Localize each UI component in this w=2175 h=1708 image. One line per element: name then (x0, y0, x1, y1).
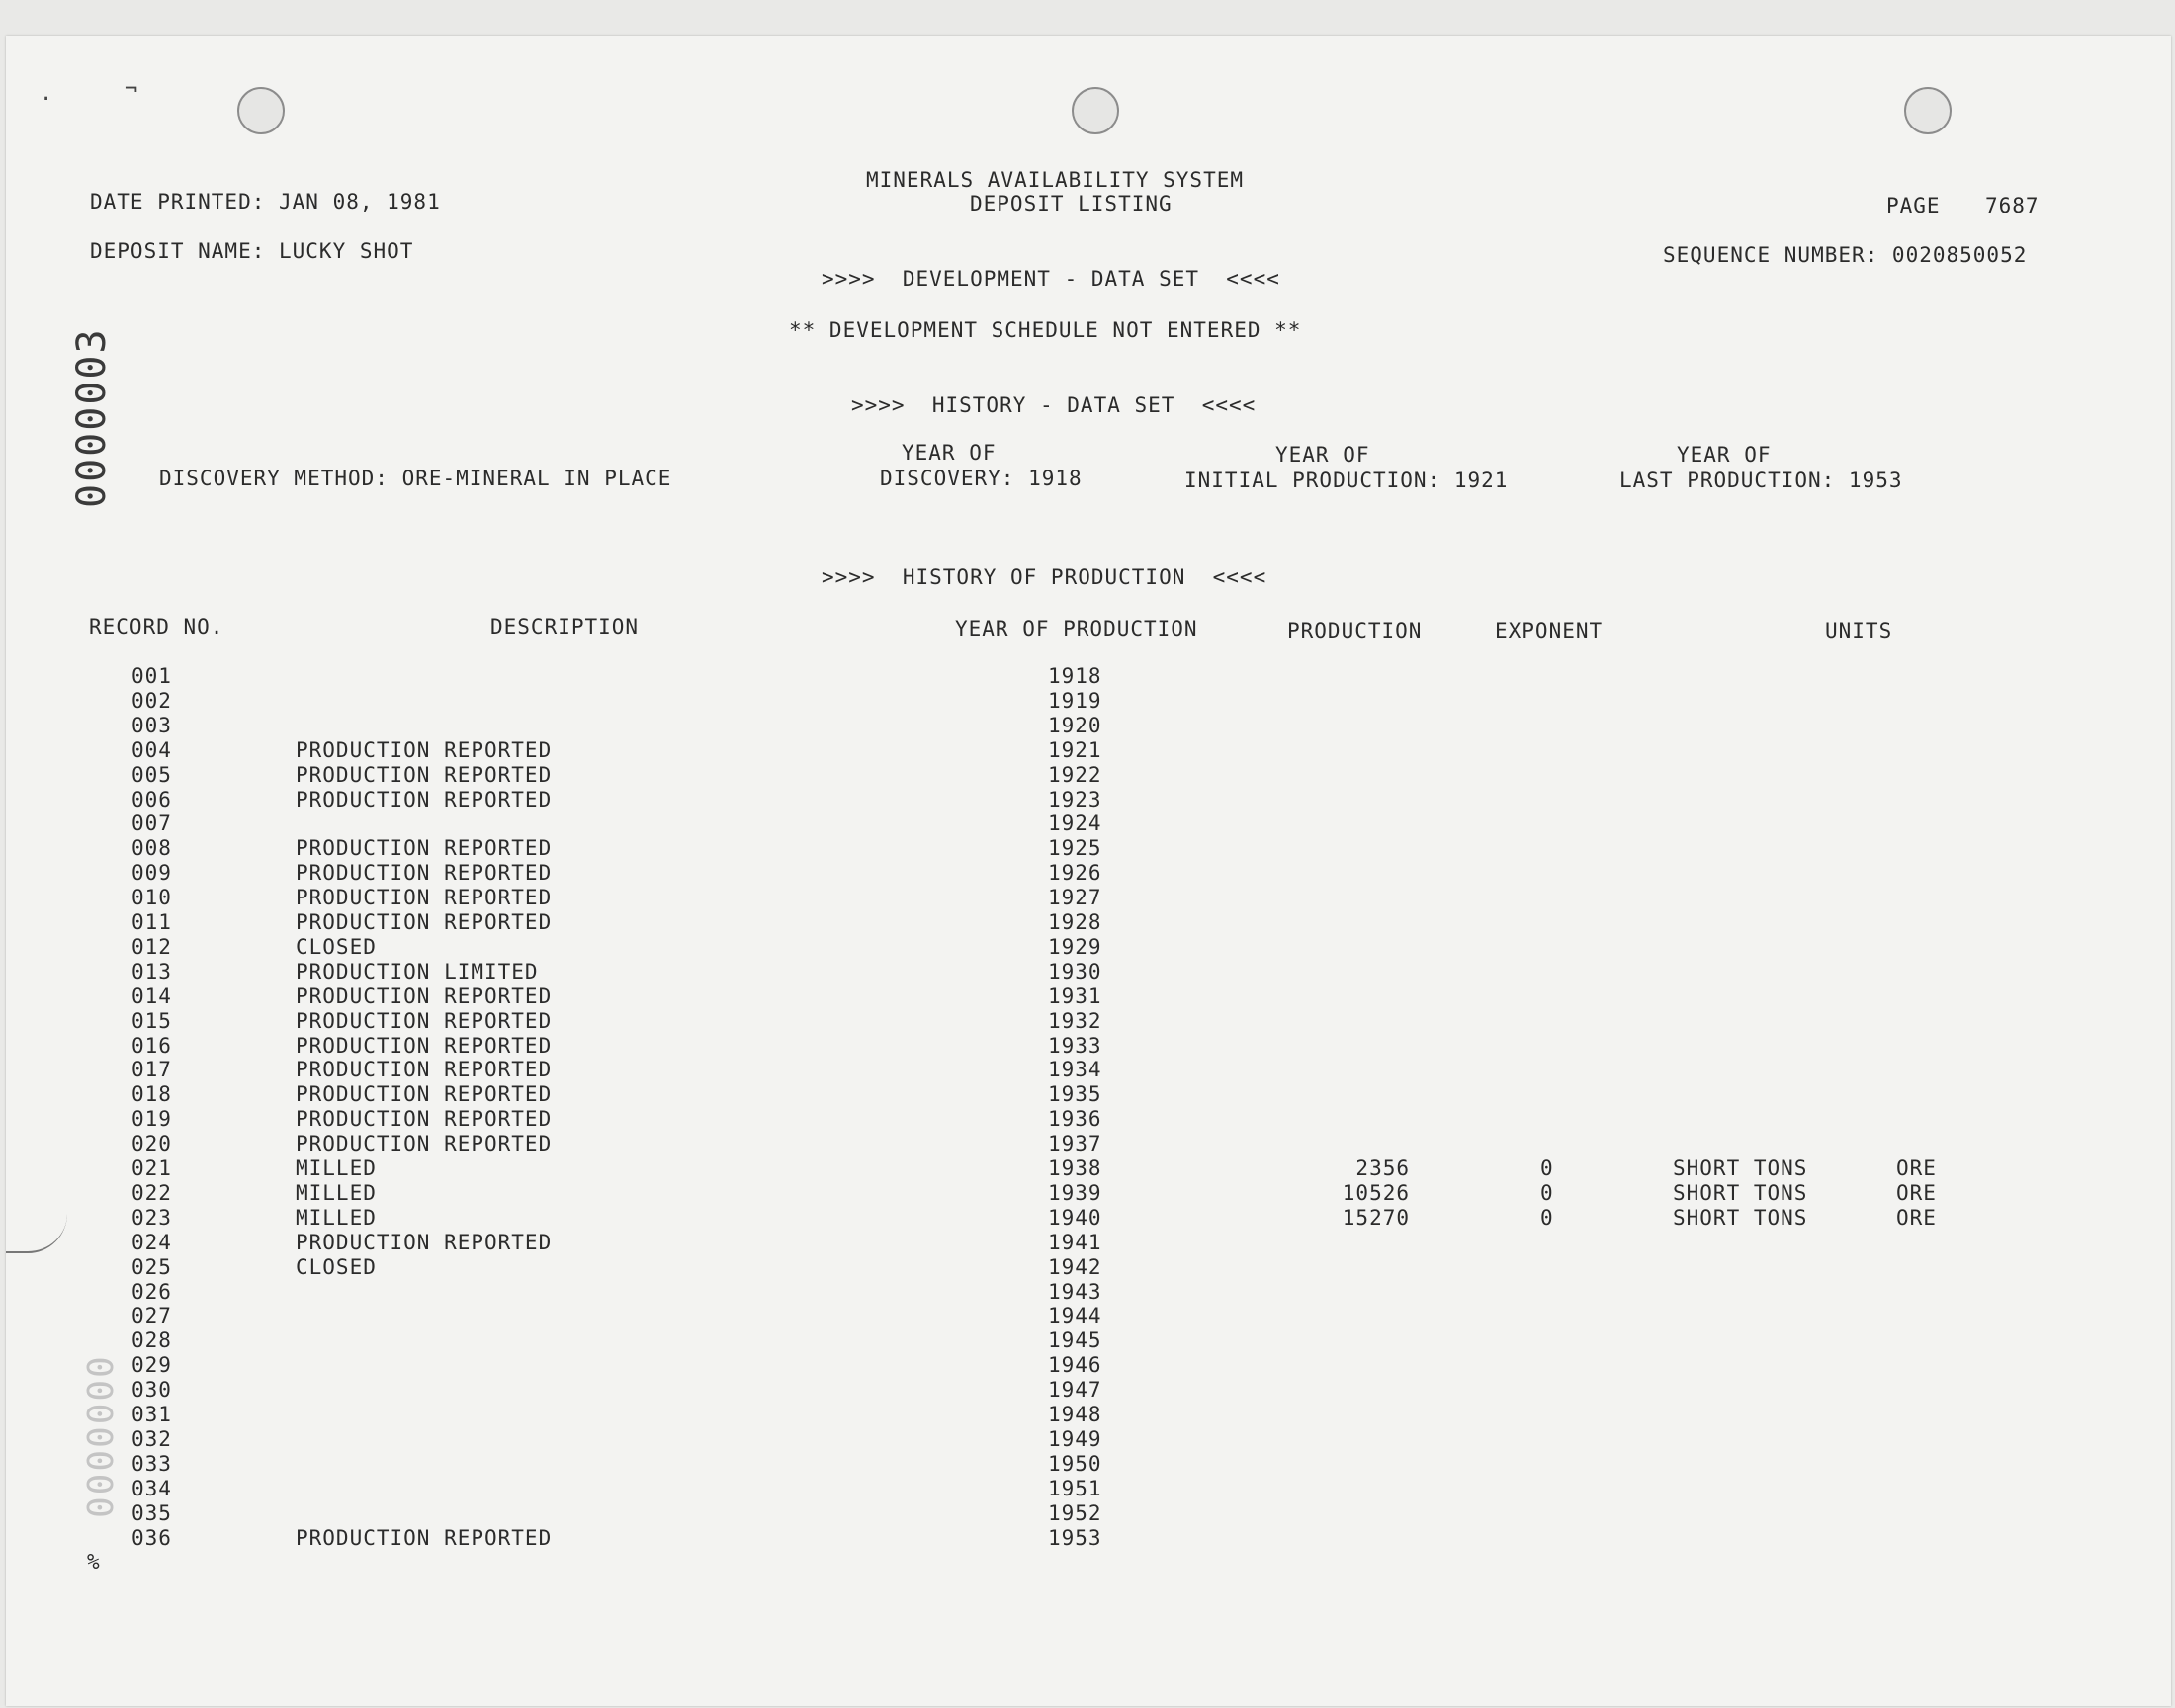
record-year: 1928 (1048, 910, 1102, 934)
record-number: 024 (131, 1231, 172, 1254)
record-description: CLOSED (296, 1255, 377, 1279)
record-description: PRODUCTION REPORTED (296, 836, 553, 860)
record-number: 020 (131, 1132, 172, 1155)
system-title: MINERALS AVAILABILITY SYSTEM (866, 168, 1245, 192)
record-number: 018 (131, 1082, 172, 1106)
record-year: 1929 (1048, 935, 1102, 959)
record-year: 1948 (1048, 1403, 1102, 1426)
record-exponent: 0 (1540, 1206, 1554, 1230)
record-description: PRODUCTION REPORTED (296, 910, 553, 934)
col-header-exponent: EXPONENT (1495, 619, 1604, 642)
record-number: 006 (131, 788, 172, 811)
record-year: 1943 (1048, 1280, 1102, 1304)
record-number: 009 (131, 861, 172, 885)
record-description: PRODUCTION REPORTED (296, 1034, 553, 1058)
col-header-production: PRODUCTION (1287, 619, 1423, 642)
record-number: 011 (131, 910, 172, 934)
record-year: 1923 (1048, 788, 1102, 811)
record-number: 014 (131, 984, 172, 1008)
record-year: 1924 (1048, 811, 1102, 835)
record-year: 1946 (1048, 1353, 1102, 1377)
col-header-description: DESCRIPTION (490, 615, 640, 639)
record-description: PRODUCTION REPORTED (296, 1009, 553, 1033)
record-description: PRODUCTION REPORTED (296, 1231, 553, 1254)
record-number: 028 (131, 1328, 172, 1352)
record-description: PRODUCTION REPORTED (296, 984, 553, 1008)
record-year: 1951 (1048, 1477, 1102, 1500)
record-description: PRODUCTION REPORTED (296, 861, 553, 885)
record-number: 035 (131, 1501, 172, 1525)
record-number: 022 (131, 1181, 172, 1205)
speck-mark: · (40, 87, 53, 112)
punch-hole-center (1072, 87, 1119, 134)
record-year: 1938 (1048, 1156, 1102, 1180)
record-units: SHORT TONS (1673, 1156, 1808, 1180)
record-number: 008 (131, 836, 172, 860)
record-year: 1947 (1048, 1378, 1102, 1402)
record-year: 1926 (1048, 861, 1102, 885)
margin-stamp-faded: 0000000 (81, 1354, 122, 1518)
record-number: 025 (131, 1255, 172, 1279)
record-year: 1945 (1048, 1328, 1102, 1352)
record-number: 031 (131, 1403, 172, 1426)
page-number: 7687 (1985, 194, 2040, 217)
percent-mark: % (87, 1550, 101, 1574)
punch-hole-right (1904, 87, 1952, 134)
sequence-number: SEQUENCE NUMBER: 0020850052 (1663, 243, 2028, 267)
discovery-method: DISCOVERY METHOD: ORE-MINERAL IN PLACE (159, 467, 672, 490)
record-year: 1931 (1048, 984, 1102, 1008)
record-year: 1934 (1048, 1058, 1102, 1081)
year-of-label-initial: YEAR OF (1275, 443, 1370, 467)
record-year: 1940 (1048, 1206, 1102, 1230)
record-number: 033 (131, 1452, 172, 1476)
punch-hole-left (237, 87, 285, 134)
record-production: 10526 (1342, 1181, 1410, 1205)
record-description: PRODUCTION LIMITED (296, 960, 539, 983)
record-year: 1937 (1048, 1132, 1102, 1155)
col-header-record-no: RECORD NO. (89, 615, 224, 639)
record-number: 010 (131, 886, 172, 909)
record-year: 1920 (1048, 714, 1102, 737)
record-number: 030 (131, 1378, 172, 1402)
record-number: 034 (131, 1477, 172, 1500)
record-number: 019 (131, 1107, 172, 1131)
date-printed: DATE PRINTED: JAN 08, 1981 (90, 190, 441, 214)
history-heading: >>>> HISTORY - DATA SET <<<< (851, 393, 1257, 417)
record-number: 036 (131, 1526, 172, 1550)
record-year: 1927 (1048, 886, 1102, 909)
record-number: 026 (131, 1280, 172, 1304)
record-exponent: 0 (1540, 1181, 1554, 1205)
record-units: SHORT TONS (1673, 1181, 1808, 1205)
record-number: 002 (131, 689, 172, 713)
record-description: PRODUCTION REPORTED (296, 788, 553, 811)
fold-mark (6, 1192, 67, 1253)
record-commodity: ORE (1896, 1156, 1937, 1180)
record-units: SHORT TONS (1673, 1206, 1808, 1230)
year-of-label-discovery: YEAR OF (902, 441, 997, 465)
record-year: 1953 (1048, 1526, 1102, 1550)
printout-sheet (6, 36, 2171, 1706)
record-number: 027 (131, 1304, 172, 1327)
record-year: 1939 (1048, 1181, 1102, 1205)
record-number: 007 (131, 811, 172, 835)
record-year: 1921 (1048, 738, 1102, 762)
record-number: 012 (131, 935, 172, 959)
record-number: 004 (131, 738, 172, 762)
col-header-units: UNITS (1825, 619, 1893, 642)
record-number: 016 (131, 1034, 172, 1058)
record-year: 1933 (1048, 1034, 1102, 1058)
record-year: 1950 (1048, 1452, 1102, 1476)
record-year: 1936 (1048, 1107, 1102, 1131)
record-description: PRODUCTION REPORTED (296, 1526, 553, 1550)
record-number: 023 (131, 1206, 172, 1230)
record-year: 1918 (1048, 664, 1102, 688)
record-description: PRODUCTION REPORTED (296, 1107, 553, 1131)
record-year: 1944 (1048, 1304, 1102, 1327)
record-year: 1925 (1048, 836, 1102, 860)
record-number: 013 (131, 960, 172, 983)
record-description: PRODUCTION REPORTED (296, 763, 553, 787)
production-history-heading: >>>> HISTORY OF PRODUCTION <<<< (822, 565, 1267, 589)
record-number: 021 (131, 1156, 172, 1180)
record-number: 003 (131, 714, 172, 737)
deposit-name: DEPOSIT NAME: LUCKY SHOT (90, 239, 414, 263)
record-commodity: ORE (1896, 1181, 1937, 1205)
record-year: 1922 (1048, 763, 1102, 787)
last-production-year: LAST PRODUCTION: 1953 (1619, 469, 1903, 492)
record-description: MILLED (296, 1181, 377, 1205)
record-year: 1949 (1048, 1427, 1102, 1451)
record-number: 015 (131, 1009, 172, 1033)
record-year: 1930 (1048, 960, 1102, 983)
record-commodity: ORE (1896, 1206, 1937, 1230)
record-year: 1952 (1048, 1501, 1102, 1525)
record-number: 032 (131, 1427, 172, 1451)
record-production: 2356 (1355, 1156, 1410, 1180)
record-description: CLOSED (296, 935, 377, 959)
record-year: 1941 (1048, 1231, 1102, 1254)
record-number: 029 (131, 1353, 172, 1377)
development-heading: >>>> DEVELOPMENT - DATA SET <<<< (822, 267, 1280, 291)
record-description: PRODUCTION REPORTED (296, 738, 553, 762)
speck-mark: ¬ (125, 77, 138, 102)
record-description: MILLED (296, 1206, 377, 1230)
record-description: MILLED (296, 1156, 377, 1180)
col-header-year: YEAR OF PRODUCTION (955, 617, 1198, 640)
record-number: 001 (131, 664, 172, 688)
listing-title: DEPOSIT LISTING (970, 192, 1173, 215)
development-note: ** DEVELOPMENT SCHEDULE NOT ENTERED ** (789, 318, 1302, 342)
record-description: PRODUCTION REPORTED (296, 1058, 553, 1081)
year-of-label-last: YEAR OF (1677, 443, 1772, 467)
page-label: PAGE (1886, 194, 1941, 217)
discovery-year: DISCOVERY: 1918 (880, 467, 1083, 490)
record-number: 017 (131, 1058, 172, 1081)
record-year: 1919 (1048, 689, 1102, 713)
record-description: PRODUCTION REPORTED (296, 1082, 553, 1106)
record-year: 1942 (1048, 1255, 1102, 1279)
record-year: 1935 (1048, 1082, 1102, 1106)
record-year: 1932 (1048, 1009, 1102, 1033)
initial-production-year: INITIAL PRODUCTION: 1921 (1184, 469, 1509, 492)
record-production: 15270 (1342, 1206, 1410, 1230)
record-number: 005 (131, 763, 172, 787)
record-exponent: 0 (1540, 1156, 1554, 1180)
margin-stamp: 0000003 (69, 327, 115, 508)
record-description: PRODUCTION REPORTED (296, 1132, 553, 1155)
record-description: PRODUCTION REPORTED (296, 886, 553, 909)
